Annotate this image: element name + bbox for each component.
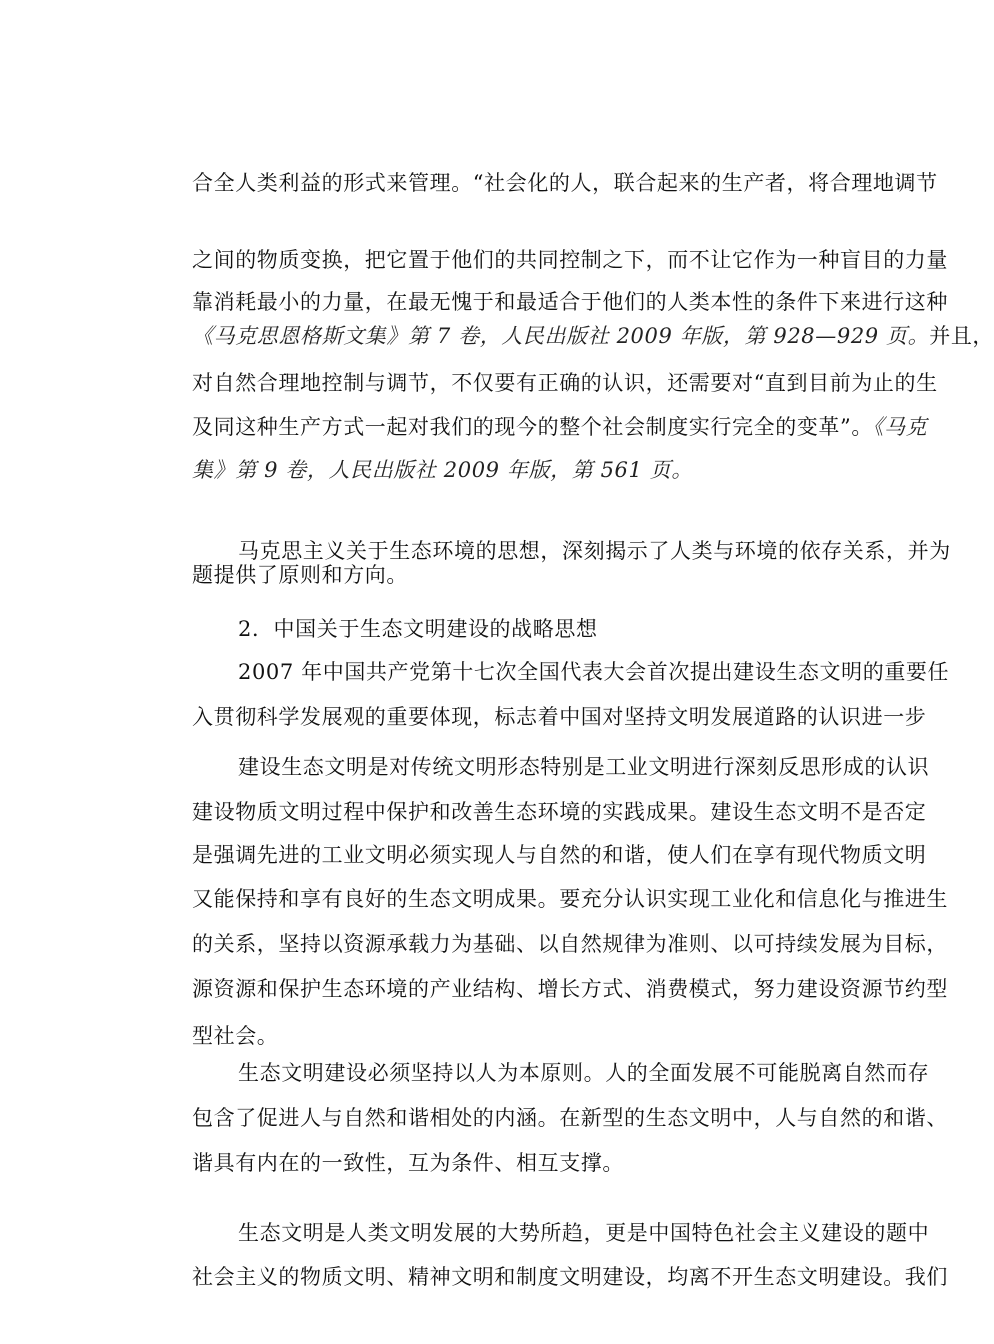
paragraph-text: 包含了促进人与自然和谐相处的内涵。在新型的生态文明中，人与自然的和谐、 — [192, 1106, 948, 1130]
paragraph-text: 2．中国关于生态文明建设的战略思想 — [238, 617, 598, 641]
paragraph-text: 社会主义的物质文明、精神文明和制度文明建设，均离不开生态文明建设。我们 — [192, 1265, 948, 1289]
paragraph-text: 对自然合理地控制与调节，不仅要有正确的认识，还需要对“直到目前为止的生 — [192, 371, 938, 395]
paragraph-text: 建设生态文明是对传统文明形态特别是工业文明进行深刻反思形成的认识 — [238, 755, 930, 779]
paragraph-text: 源资源和保护生态环境的产业结构、增长方式、消费模式，努力建设资源节约型 — [192, 977, 948, 1001]
text-line — [192, 840, 926, 870]
paragraph-text: 及同这种生产方式一起对我们的现今的整个社会制度实行完全的变革”。 — [192, 415, 873, 439]
paragraph-text: 并且， — [929, 324, 994, 348]
text-line — [192, 1148, 624, 1178]
text-line — [192, 702, 926, 732]
text-line — [238, 657, 949, 687]
paragraph-text: 入贯彻科学发展观的重要体现，标志着中国对坚持文明发展道路的认识进一步 — [192, 705, 927, 729]
paragraph-text: 是强调先进的工业文明必须实现人与自然的和谐，使人们在享有现代物质文明 — [192, 843, 927, 867]
citation-text: 《马克 — [872, 415, 928, 439]
text-line — [192, 1103, 948, 1133]
text-line — [192, 368, 938, 398]
text-line — [238, 614, 598, 644]
paragraph-text: 又能保持和享有良好的生态文明成果。要充分认识实现工业化和信息化与推进生 — [192, 887, 948, 911]
text-line — [238, 1058, 929, 1088]
text-line — [192, 455, 693, 485]
text-line — [192, 245, 948, 275]
text-line — [192, 929, 948, 959]
text-line — [192, 412, 927, 442]
text-line — [238, 752, 929, 782]
paragraph-text: 之间的物质变换，把它置于他们的共同控制之下，而不让它作为一种盲目的力量 — [192, 248, 948, 272]
paragraph-text: 型社会。 — [192, 1024, 279, 1048]
paragraph-text: 靠消耗最小的力量，在最无愧于和最适合于他们的人类本性的条件下来进行这种 — [192, 290, 948, 314]
text-line — [192, 974, 948, 1004]
text-line — [192, 287, 948, 317]
text-line — [192, 1262, 948, 1292]
paragraph-text: 生态文明建设必须坚持以人为本原则。人的全面发展不可能脱离自然而存 — [238, 1061, 930, 1085]
text-line — [192, 884, 948, 914]
text-line — [192, 1021, 278, 1051]
text-line — [192, 321, 994, 351]
citation-text: 集》第 9 卷，人民出版社 2009 年版，第 561 页。 — [192, 458, 693, 482]
paragraph-text: 生态文明是人类文明发展的大势所趋，更是中国特色社会主义建设的题中 — [238, 1221, 930, 1245]
text-line — [192, 560, 408, 590]
paragraph-text: 题提供了原则和方向。 — [192, 563, 408, 587]
paragraph-text: 建设物质文明过程中保护和改善生态环境的实践成果。建设生态文明不是否定 — [192, 800, 927, 824]
text-line — [192, 168, 938, 198]
paragraph-text: 谐具有内在的一致性，互为条件、相互支撑。 — [192, 1151, 624, 1175]
paragraph-text: 马克思主义关于生态环境的思想，深刻揭示了人类与环境的依存关系，并为 — [238, 539, 951, 563]
citation-text: 《马克思恩格斯文集》第 7 卷，人民出版社 2009 年版，第 928—929 页。 — [192, 324, 930, 348]
paragraph-text: 2007 年中国共产党第十七次全国代表大会首次提出建设生态文明的重要任 — [238, 660, 950, 684]
paragraph-text: 的关系，坚持以资源承载力为基础、以自然规律为准则、以可持续发展为目标， — [192, 932, 948, 956]
text-line — [192, 797, 926, 827]
paragraph-text: 合全人类利益的形式来管理。“社会化的人，联合起来的生产者，将合理地调节 — [192, 171, 938, 195]
text-line — [238, 1218, 929, 1248]
